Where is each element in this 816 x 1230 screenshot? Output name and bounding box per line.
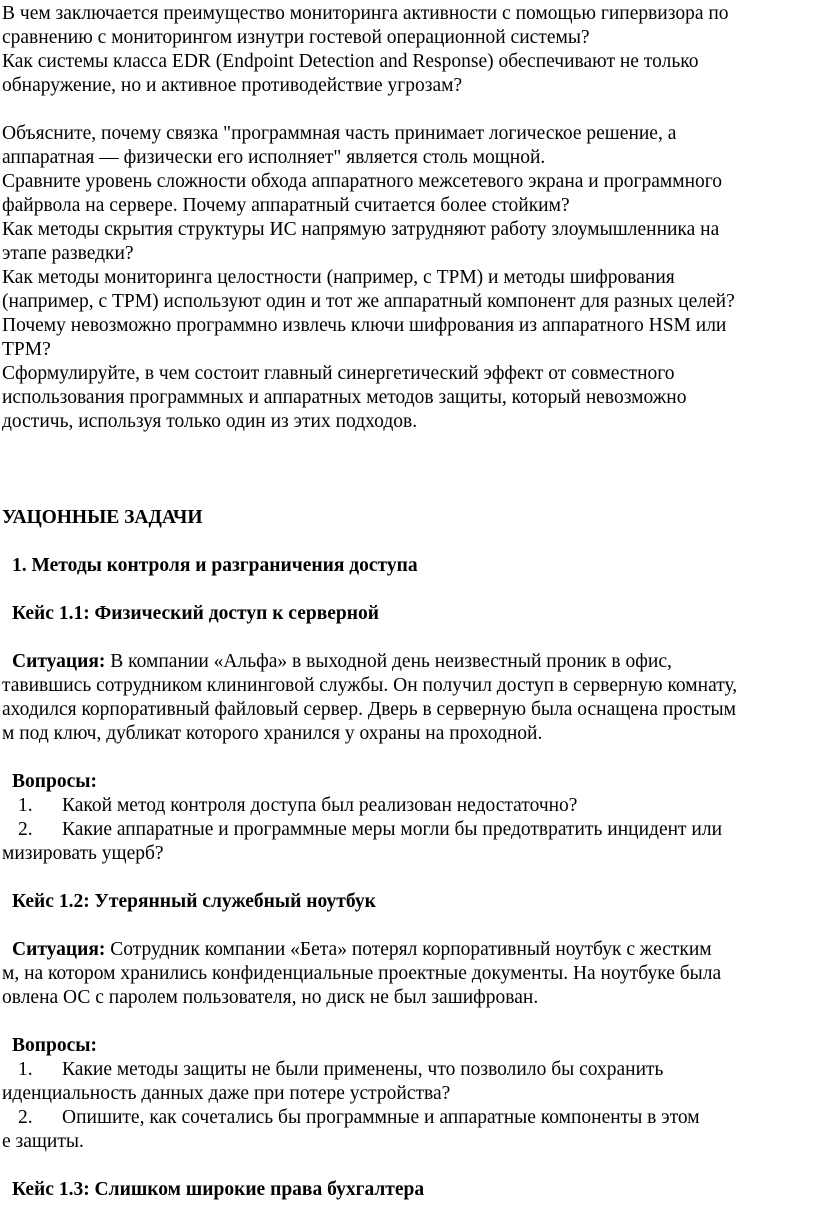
question-line: аппаратная — физически его исполняет" является столь мощной. — [2, 147, 546, 168]
situation-line — [12, 650, 672, 674]
question-line: Как методы мониторинга целостности (например, с TPM) и методы шифрования — [2, 267, 675, 288]
question-line: TPM? — [2, 339, 51, 360]
situation-line — [12, 938, 712, 962]
list-item-number: 1. — [18, 795, 33, 816]
questions-label: Вопросы: — [12, 1035, 97, 1056]
question-line: использования программных и аппаратных методов защиты, который невозможно — [2, 387, 687, 408]
list-item-number: 1. — [18, 1059, 33, 1080]
question-line: Как системы класса EDR (Endpoint Detection and Response) обеспечивают не только — [2, 51, 699, 72]
situation-line: аходился корпоративный файловый сервер. Дверь в серверную была оснащена простым — [2, 699, 736, 720]
question-line: Сформулируйте, в чем состоит главный синергетический эффект от совместного — [2, 363, 675, 384]
question-line: обнаружение, но и активное противодействие угрозам? — [2, 75, 463, 96]
case-title: Кейс 1.1: Физический доступ к серверной — [12, 603, 379, 624]
list-item-text: Какой метод контроля доступа был реализован недостаточно? — [62, 795, 578, 816]
question-line: Как методы скрытия структуры ИС напрямую затрудняют работу злоумышленника на — [2, 219, 720, 240]
question-line: этапе разведки? — [2, 243, 134, 264]
situation-text: В компании «Альфа» в выходной день неизвестный проник в офис, — [105, 651, 672, 672]
question-line: (например, с TPM) используют один и тот же аппаратный компонент для разных целей? — [2, 291, 735, 312]
question-line: файрвола на сервере. Почему аппаратный считается более стойким? — [2, 195, 570, 216]
question-line: Почему невозможно программно извлечь ключи шифрования из аппаратного HSM или — [2, 315, 727, 336]
situation-line: м, на котором хранились конфиденциальные проектные документы. На ноутбуке была — [2, 963, 722, 984]
questions-label: Вопросы: — [12, 771, 97, 792]
list-item-continuation: е защиты. — [2, 1131, 84, 1152]
situation-line: м под ключ, дубликат которого хранился у охраны на проходной. — [2, 723, 543, 744]
list-item-number: 2. — [18, 819, 33, 840]
list-item-text: Какие методы защиты не были применены, что позволило бы сохранить — [62, 1059, 664, 1080]
question-line: Объясните, почему связка "программная часть принимает логическое решение, а — [2, 123, 677, 144]
question-line: В чем заключается преимущество мониторинга активности с помощью гипервизора по — [2, 3, 729, 24]
list-item-continuation: иденциальность данных даже при потере устройства? — [2, 1083, 451, 1104]
question-line: достичь, используя только один из этих подходов. — [2, 411, 418, 432]
section-title: УАЦОННЫЕ ЗАДАЧИ — [2, 507, 203, 528]
situation-text: Сотрудник компании «Бета» потерял корпоративный ноутбук с жестким — [105, 939, 712, 960]
list-item-text: Какие аппаратные и программные меры могли бы предотвратить инцидент или — [62, 819, 723, 840]
situation-label: Ситуация: — [12, 939, 106, 960]
list-item-continuation: мизировать ущерб? — [2, 843, 164, 864]
situation-label: Ситуация: — [12, 651, 106, 672]
list-item-number: 2. — [18, 1107, 33, 1128]
question-line: Сравните уровень сложности обхода аппаратного межсетевого экрана и программного — [2, 171, 723, 192]
list-item-text: Опишите, как сочетались бы программные и аппаратные компоненты в этом — [62, 1107, 700, 1128]
situation-line: тавившись сотрудником клининговой службы. Он получил доступ в серверную комнату, — [2, 675, 738, 696]
case-title: Кейс 1.2: Утерянный служебный ноутбук — [12, 891, 376, 912]
subsection-title: 1. Методы контроля и разграничения доступа — [12, 555, 418, 576]
situation-line: овлена ОС с паролем пользователя, но диск не был зашифрован. — [2, 987, 539, 1008]
case-title: Кейс 1.3: Слишком широкие права бухгалтера — [12, 1179, 425, 1200]
question-line: сравнению с мониторингом изнутри гостевой операционной системы? — [2, 27, 590, 48]
